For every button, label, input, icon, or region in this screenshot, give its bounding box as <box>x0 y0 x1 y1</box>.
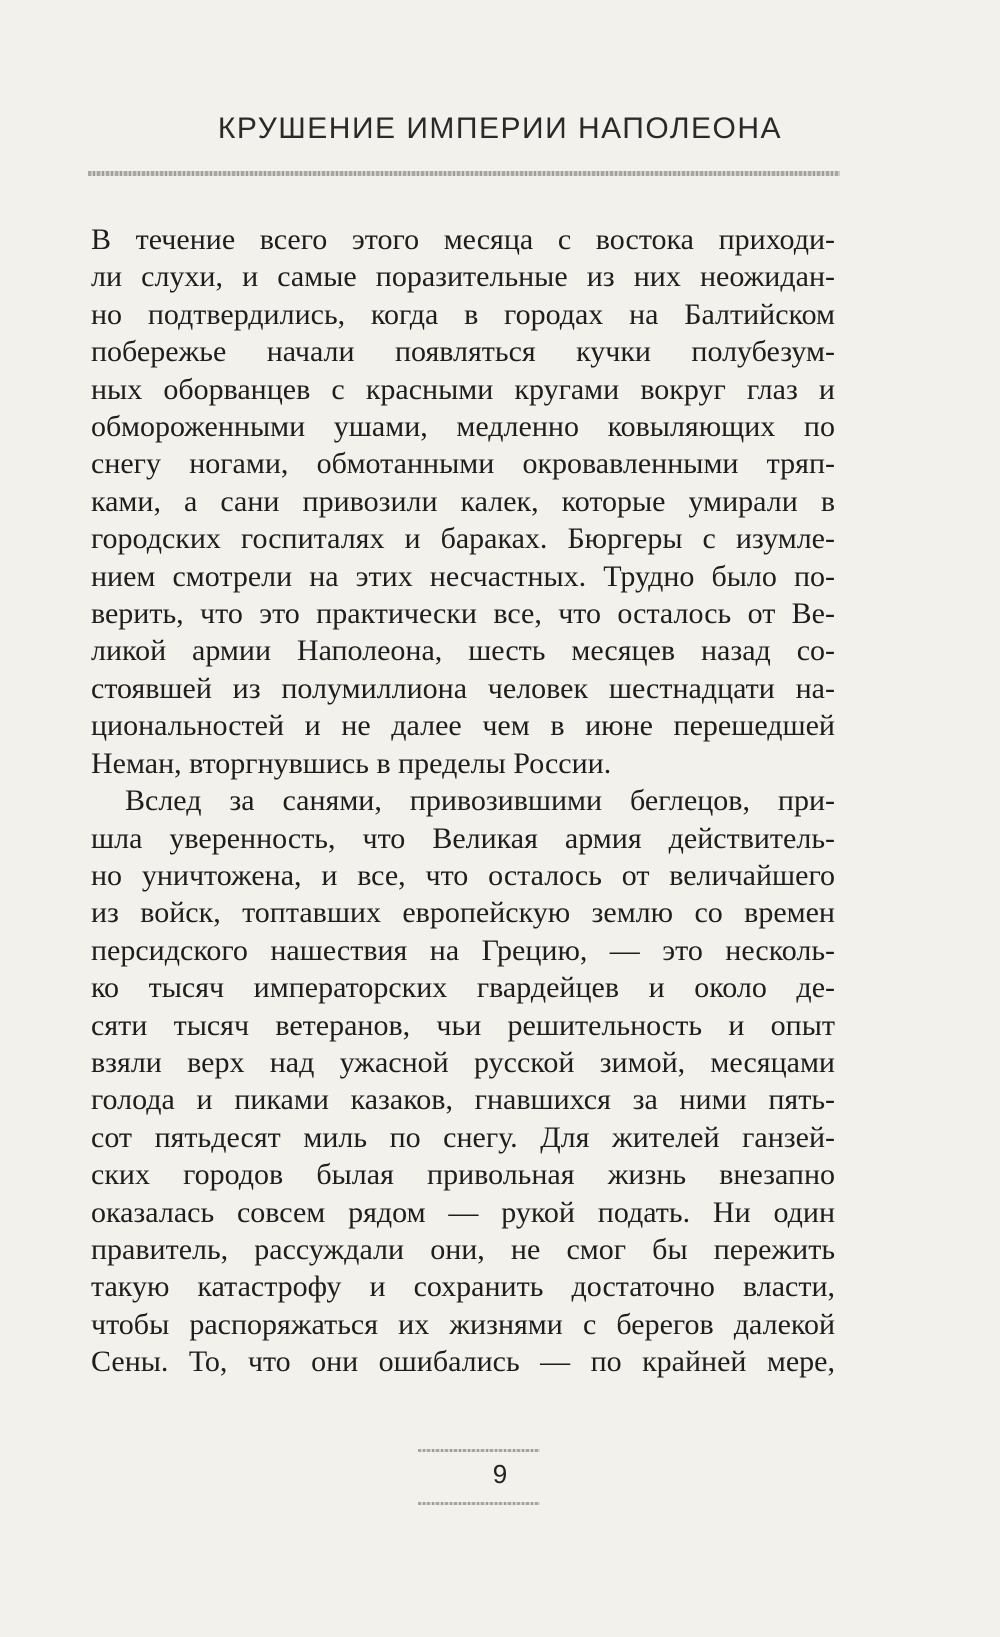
text-line: голода и пиками казаков, гнавшихся за ними пять- <box>91 1083 835 1117</box>
text-line: но подтвердились, когда в городах на Балтийском <box>91 297 835 331</box>
text-line: нием смотрели на этих несчастных. Трудно было по- <box>91 559 835 593</box>
text-line: ко тысяч императорских гвардейцев и около де- <box>91 971 835 1005</box>
folio-rule-bottom <box>418 1502 540 1505</box>
text-line: сяти тысяч ветеранов, чьи решительность и опыт <box>91 1008 835 1042</box>
text-line: циональностей и не далее чем в июне перешедшей <box>91 709 835 743</box>
body-text <box>91 221 835 1381</box>
text-line: Сены. То, что они ошибались — по крайней мере, <box>91 1345 835 1379</box>
text-line: верить, что это практически все, что осталось от Ве- <box>91 597 835 631</box>
running-head: КРУШЕНИЕ ИМПЕРИИ НАПОЛЕОНА <box>217 112 783 145</box>
text-line: из войск, топтавших европейскую землю со времен <box>91 896 835 930</box>
text-line: сот пятьдесят миль по снегу. Для жителей ганзей- <box>91 1120 835 1154</box>
text-line: стоявшей из полумиллиона человек шестнадцати на- <box>91 671 835 705</box>
text-line: городских госпиталях и бараках. Бюргеры с изумле- <box>91 522 835 556</box>
text-line: чтобы распоряжаться их жизнями с берегов далекой <box>91 1307 835 1341</box>
text-line: Неман, вторгнувшись в пределы России. <box>91 746 612 780</box>
text-line: Вслед за санями, привозившими беглецов, при- <box>125 784 835 818</box>
folio-rule-top <box>418 1449 540 1452</box>
text-line: взяли верх над ужасной русской зимой, месяцами <box>91 1045 835 1079</box>
text-line: но уничтожена, и все, что осталось от величайшего <box>91 858 835 892</box>
text-line: такую катастрофу и сохранить достаточно власти, <box>91 1270 835 1304</box>
paragraph-1 <box>91 221 835 782</box>
text-line: персидского нашествия на Грецию, — это несколь- <box>91 933 835 967</box>
text-line: снегу ногами, обмотанными окровавленными тряп- <box>91 447 835 481</box>
text-line: оказалась совсем рядом — рукой подать. Ни один <box>91 1195 835 1229</box>
text-line: правитель, рассуждали они, не смог бы пережить <box>91 1232 835 1266</box>
text-line: ли слухи, и самые поразительные из них неожидан- <box>91 260 835 294</box>
text-line: ликой армии Наполеона, шесть месяцев назад со- <box>91 634 835 668</box>
paragraph-2 <box>91 782 835 1381</box>
text-line: шла уверенность, что Великая армия действитель- <box>91 821 835 855</box>
text-line: обмороженными ушами, медленно ковыляющих по <box>91 410 835 444</box>
text-line: ками, а сани привозили калек, которые умирали в <box>91 484 835 518</box>
page-number: 9 <box>492 1459 508 1489</box>
text-line: В течение всего этого месяца с востока приходи- <box>91 223 835 256</box>
text-line: побережье начали появляться кучки полубезум- <box>91 335 835 369</box>
header-rule <box>88 171 840 176</box>
text-line: ных оборванцев с красными кругами вокруг глаз и <box>91 372 835 406</box>
text-line: ских городов былая привольная жизнь внезапно <box>91 1158 835 1192</box>
